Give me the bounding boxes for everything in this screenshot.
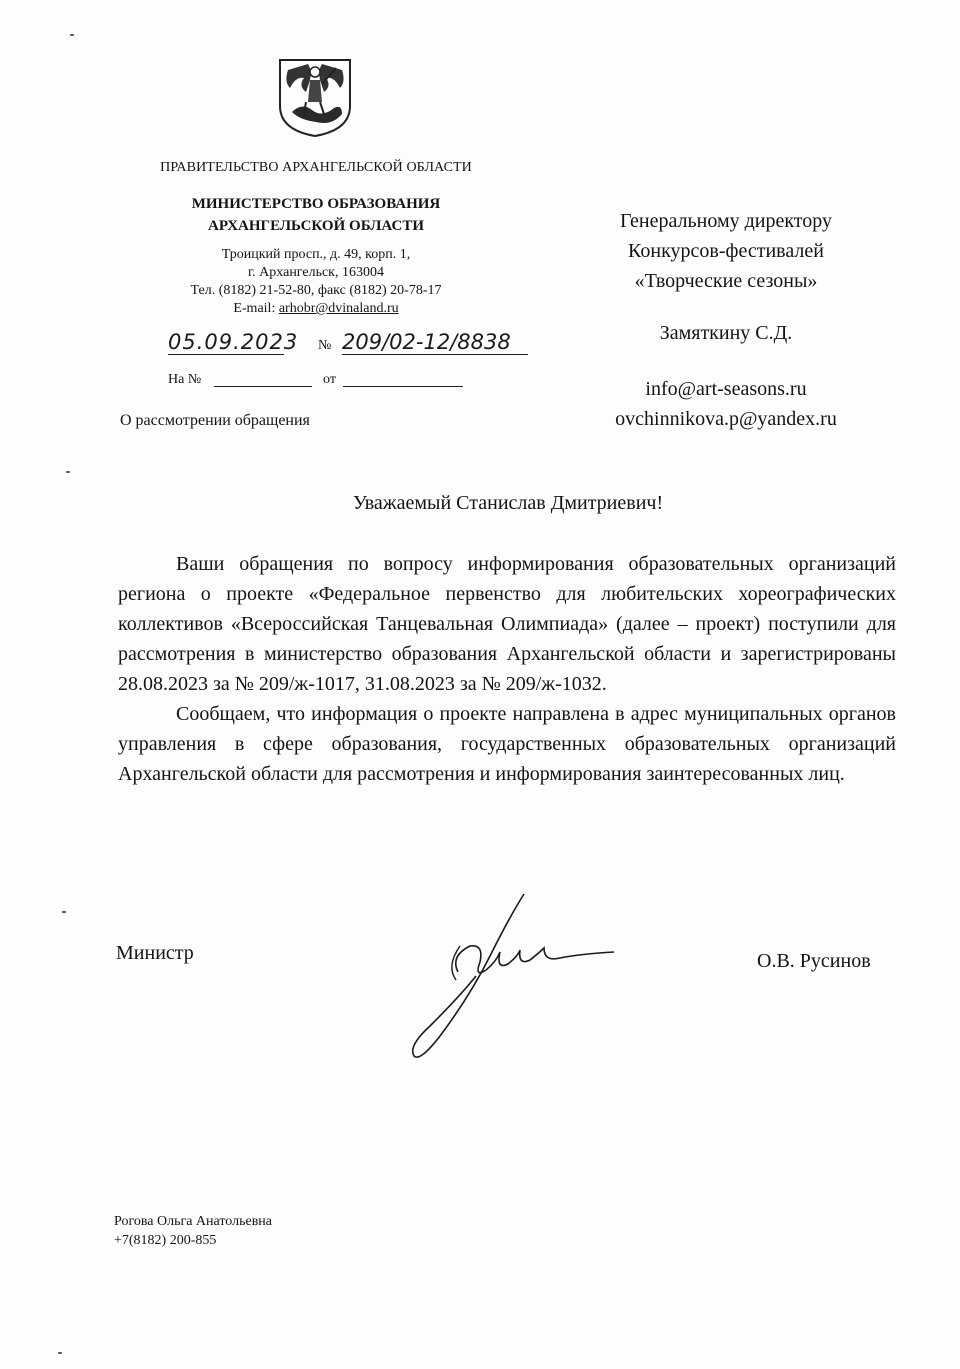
letter-subject: О рассмотрении обращения — [120, 412, 310, 429]
reference-number-line — [214, 386, 312, 387]
phone-line: Тел. (8182) 21-52-80, факс (8182) 20-78-17 — [190, 283, 442, 298]
addressee-line1: Генеральному директору — [619, 210, 833, 232]
signer-position: Министр — [116, 942, 194, 964]
body-paragraph-1: Ваши обращения по вопросу информирования образовательных организаций региона о проекте «Федеральное первенство для любительских хореографических коллективов «Всероссийская Танцевальная Олимпиада» (далее – проект) поступили для рассмотрения в министерство образования Архангельской области и зарегистрированы 28.08.2023 за № 209/ж-1017, 31.08.2023 за № 209/ж-1032. — [118, 553, 896, 695]
address-line2: г. Архангельск, 163004 — [248, 265, 384, 280]
ministry-email-link[interactable]: arhobr@dvinaland.ru — [278, 301, 399, 316]
addressee-line3: «Творческие сезоны» — [634, 270, 818, 292]
reference-date-label: от — [323, 372, 336, 387]
scan-speck — [70, 34, 74, 36]
coat-of-arms-emblem — [276, 56, 354, 138]
executor-block — [114, 1212, 272, 1250]
addressee-block — [590, 206, 862, 434]
signer-name: О.В. Русинов — [757, 950, 871, 972]
addressee-line2: Конкурсов-фестивалей — [628, 240, 824, 262]
addressee-email2[interactable]: ovchinnikova.p@yandex.ru — [615, 408, 837, 430]
government-title: ПРАВИТЕЛЬСТВО АРХАНГЕЛЬСКОЙ ОБЛАСТИ — [160, 160, 472, 175]
letter-body — [118, 549, 896, 789]
scan-speck — [66, 471, 70, 473]
scan-speck — [62, 911, 66, 913]
registration-number-label: № — [318, 338, 332, 353]
address-line1: Троицкий просп., д. 49, корп. 1, — [221, 247, 411, 262]
handwritten-signature — [400, 886, 620, 1076]
executor-phone: +7(8182) 200-855 — [114, 1233, 217, 1248]
scan-speck — [58, 1352, 62, 1354]
registration-date: 05.09.2023 — [168, 330, 299, 354]
reference-number-label: На № — [168, 372, 202, 387]
email-label: E-mail: — [233, 301, 279, 316]
registration-number: 209/02-12/8838 — [342, 330, 528, 355]
addressee-name: Замяткину С.Д. — [659, 322, 793, 344]
ministry-name-line2: АРХАНГЕЛЬСКОЙ ОБЛАСТИ — [208, 218, 424, 234]
executor-name: Рогова Ольга Анатольевна — [114, 1214, 273, 1229]
email-line — [150, 300, 482, 318]
salutation: Уважаемый Станислав Дмитриевич! — [352, 492, 664, 514]
body-paragraph-2: Сообщаем, что информация о проекте направлена в адрес муниципальных органов управления в сфере образования, государственных образовательных организаций Архангельской области для рассмотрения и информирования заинтересованных лиц. — [118, 703, 896, 785]
ministry-address — [150, 246, 482, 318]
reference-date-line — [343, 386, 463, 387]
ministry-name-line1: МИНИСТЕРСТВО ОБРАЗОВАНИЯ — [191, 196, 441, 212]
addressee-email1[interactable]: info@art-seasons.ru — [645, 378, 807, 400]
ministry-name — [160, 193, 472, 237]
